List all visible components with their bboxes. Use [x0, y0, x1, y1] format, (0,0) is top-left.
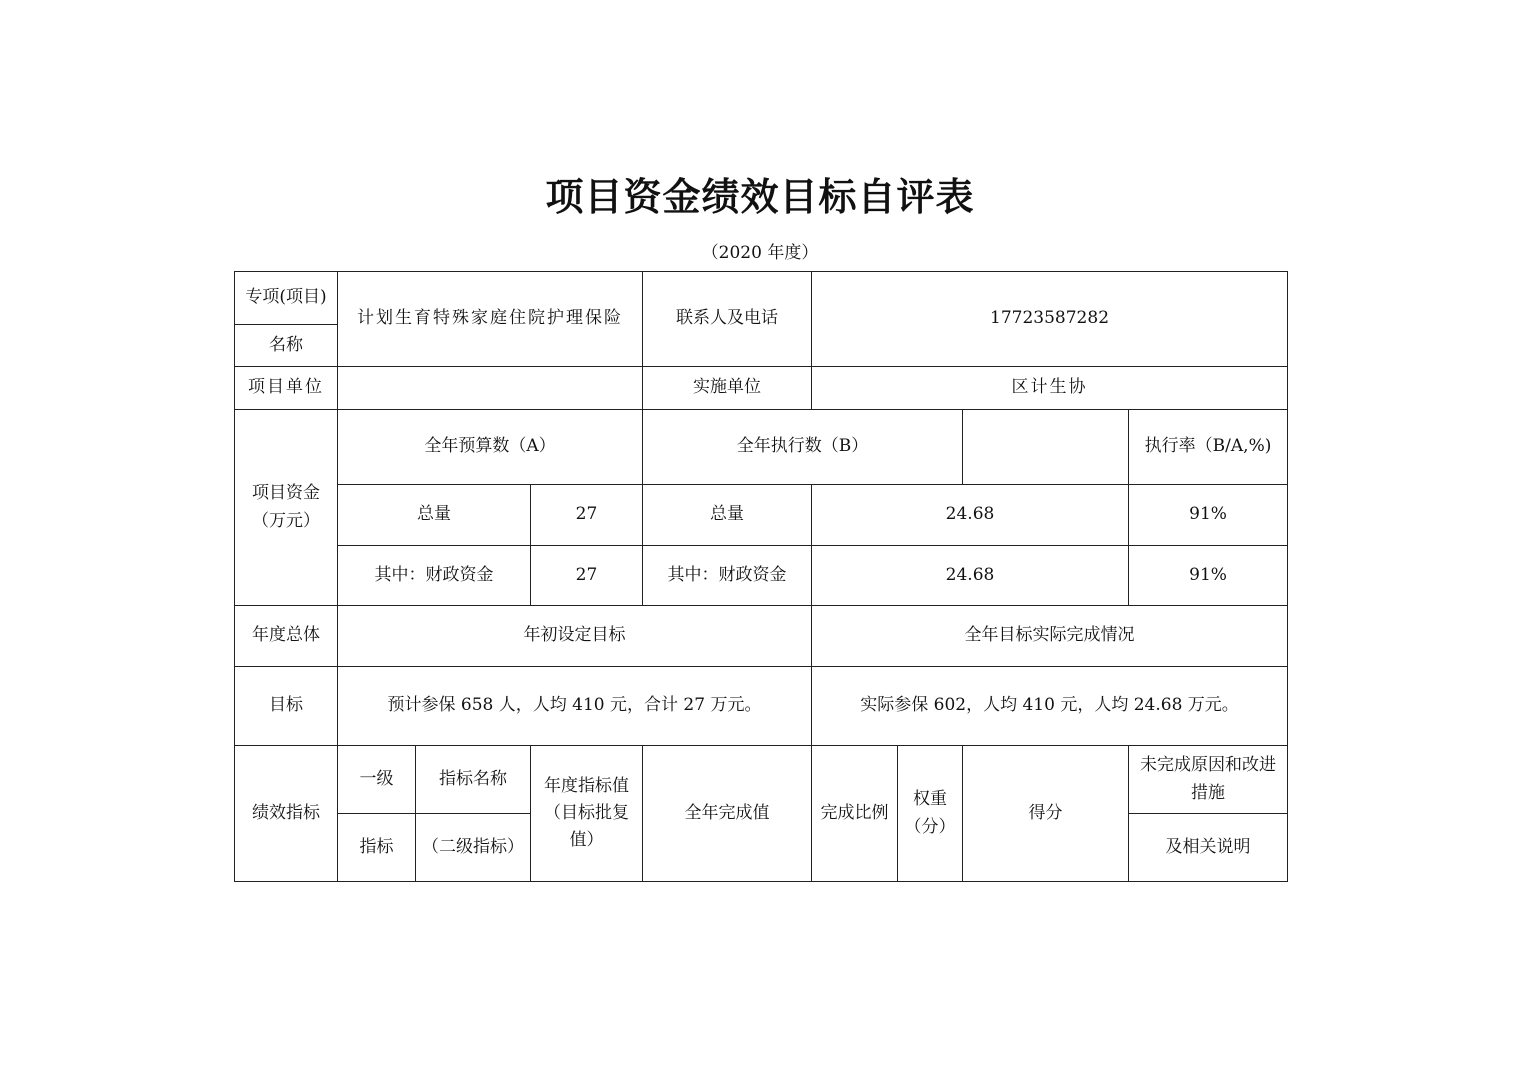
fiscal-year: （2020 年度） — [701, 243, 819, 263]
actual-goal-value: 实际参保 602，人均 410 元，人均 24.68 万元。 — [812, 667, 1288, 746]
weight-line2: （分） — [904, 816, 956, 837]
initial-goal-header: 年初设定目标 — [338, 606, 812, 667]
total-label-a: 总量 — [338, 485, 531, 546]
fiscal-value-a: 27 — [531, 546, 643, 606]
annual-value-line2: （目标批复 — [544, 802, 629, 823]
contact-label: 联系人及电话 — [643, 272, 812, 367]
level1-header-top: 一级 — [338, 746, 416, 814]
actual-goal-header: 全年目标实际完成情况 — [812, 606, 1288, 667]
rate-header: 执行率（B/A,%) — [1129, 410, 1288, 485]
weight-header — [898, 746, 963, 882]
total-value-b: 24.68 — [812, 485, 1129, 546]
fiscal-label-b: 其中：财政资金 — [643, 546, 812, 606]
funds-label-line1: 项目资金 — [252, 483, 320, 504]
page-title: 项目资金绩效目标自评表 — [545, 174, 975, 219]
indicator-name-header-top: 指标名称 — [416, 746, 531, 814]
goals-label-bottom: 目标 — [235, 667, 338, 746]
contact-value: 17723587282 — [812, 272, 1288, 367]
project-name-label-top: 专项(项目) — [235, 272, 338, 325]
total-value-a: 27 — [531, 485, 643, 546]
reason-line1: 未完成原因和改进 — [1140, 755, 1277, 776]
total-label-b: 总量 — [643, 485, 812, 546]
self-evaluation-table — [234, 271, 1288, 882]
goals-label-top: 年度总体 — [235, 606, 338, 667]
full-year-value-header: 全年完成值 — [643, 746, 812, 882]
indicators-label: 绩效指标 — [235, 746, 338, 882]
completion-ratio-header: 完成比例 — [812, 746, 898, 882]
funds-label — [235, 410, 338, 606]
fiscal-rate: 91% — [1129, 546, 1288, 606]
project-name-value: 计划生育特殊家庭住院护理保险 — [338, 272, 643, 367]
fiscal-value-b: 24.68 — [812, 546, 1129, 606]
reason-header-bottom: 及相关说明 — [1129, 814, 1288, 882]
impl-unit-value: 区计生协 — [812, 367, 1288, 410]
annual-value-line1: 年度指标值 — [544, 775, 629, 796]
project-unit-label: 项目单位 — [235, 367, 338, 410]
project-name-label-bottom: 名称 — [235, 325, 338, 367]
reason-header-top — [1129, 746, 1288, 814]
budget-header: 全年预算数（A） — [338, 410, 643, 485]
annual-value-line3: 值） — [569, 830, 604, 851]
annual-value-header — [531, 746, 643, 882]
funds-label-line2: （万元） — [252, 510, 320, 531]
impl-unit-label: 实施单位 — [643, 367, 812, 410]
reason-line2: 措施 — [1191, 782, 1226, 803]
fiscal-label-a: 其中：财政资金 — [338, 546, 531, 606]
score-header: 得分 — [963, 746, 1129, 882]
initial-goal-value: 预计参保 658 人，人均 410 元，合计 27 万元。 — [338, 667, 812, 746]
level1-header-bottom: 指标 — [338, 814, 416, 882]
weight-line1: 权重 — [913, 789, 947, 810]
rate-header-spacer — [963, 410, 1129, 485]
project-unit-value — [338, 367, 643, 410]
exec-header: 全年执行数（B） — [643, 410, 963, 485]
indicator-name-header-bottom: （二级指标） — [416, 814, 531, 882]
total-rate: 91% — [1129, 485, 1288, 546]
